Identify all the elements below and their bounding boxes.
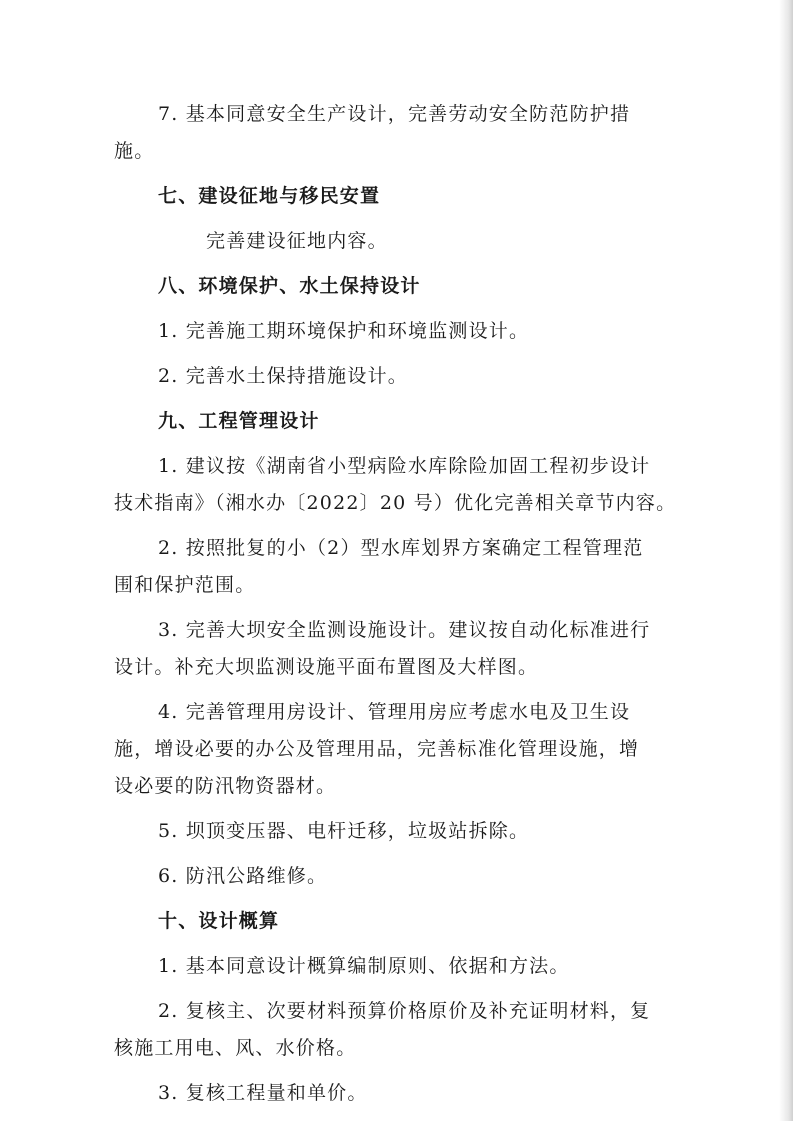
section-heading-10: 十、设计概算 bbox=[158, 910, 280, 932]
paragraph-line: 核施工用电、风、水价格。 bbox=[114, 1037, 357, 1059]
paragraph-item-5-relocation bbox=[114, 813, 674, 850]
paragraph-land-acquisition bbox=[114, 223, 674, 260]
paragraph-line: 1. 完善施工期环境保护和环境监测设计。 bbox=[158, 320, 530, 342]
paragraph-item-2-material-price bbox=[114, 993, 674, 1067]
paragraph-line: 2. 完善水土保持措施设计。 bbox=[158, 365, 408, 387]
paragraph-item-7-safety bbox=[114, 96, 674, 170]
paragraph-line: 施，增设必要的办公及管理用品，完善标准化管理设施，增 bbox=[114, 738, 640, 760]
paragraph-line: 4. 完善管理用房设计、管理用房应考虑水电及卫生设 bbox=[158, 701, 631, 723]
paragraph-line: 施。 bbox=[114, 140, 155, 162]
section-heading-7: 七、建设征地与移民安置 bbox=[158, 185, 381, 207]
paragraph-line: 技术指南》（湘水办〔2022〕20 号）优化完善相关章节内容。 bbox=[114, 492, 677, 514]
section-heading-9: 九、工程管理设计 bbox=[158, 410, 320, 432]
paragraph-line: 设计。补充大坝监测设施平面布置图及大样图。 bbox=[114, 656, 539, 678]
document-body bbox=[114, 96, 677, 1120]
paragraph-line: 围和保护范围。 bbox=[114, 574, 256, 596]
paragraph-item-1-guideline bbox=[114, 448, 677, 522]
paragraph-item-1-estimate bbox=[114, 948, 674, 985]
paragraph-line: 完善建设征地内容。 bbox=[206, 230, 388, 252]
paragraph-item-3-quantity bbox=[114, 1075, 674, 1112]
paragraph-line: 5. 坝顶变压器、电杆迁移，垃圾站拆除。 bbox=[158, 820, 530, 842]
paragraph-line: 设必要的防汛物资器材。 bbox=[114, 775, 337, 797]
section-heading-8: 八、环境保护、水土保持设计 bbox=[158, 275, 421, 297]
scan-edge-shadow bbox=[779, 0, 793, 1121]
paragraph-item-4-management-building bbox=[114, 694, 674, 805]
paragraph-line: 3. 完善大坝安全监测设施设计。建议按自动化标准进行 bbox=[158, 619, 651, 641]
paragraph-line: 3. 复核工程量和单价。 bbox=[158, 1082, 368, 1104]
paragraph-item-6-road bbox=[114, 858, 674, 895]
paragraph-item-3-monitoring bbox=[114, 612, 674, 686]
paragraph-line: 6. 防汛公路维修。 bbox=[158, 865, 328, 887]
paragraph-line: 2. 复核主、次要材料预算价格原价及补充证明材料，复 bbox=[158, 1000, 651, 1022]
paragraph-item-2-boundary bbox=[114, 530, 674, 604]
paragraph-line: 2. 按照批复的小（2）型水库划界方案确定工程管理范 bbox=[158, 537, 644, 559]
paragraph-item-1-environment bbox=[114, 313, 674, 350]
paragraph-line: 1. 基本同意设计概算编制原则、依据和方法。 bbox=[158, 955, 570, 977]
paragraph-line: 1. 建议按《湖南省小型病险水库除险加固工程初步设计 bbox=[158, 455, 651, 477]
paragraph-item-2-soil-water bbox=[114, 358, 674, 395]
paragraph-line: 7. 基本同意安全生产设计，完善劳动安全防范防护措 bbox=[158, 103, 631, 125]
